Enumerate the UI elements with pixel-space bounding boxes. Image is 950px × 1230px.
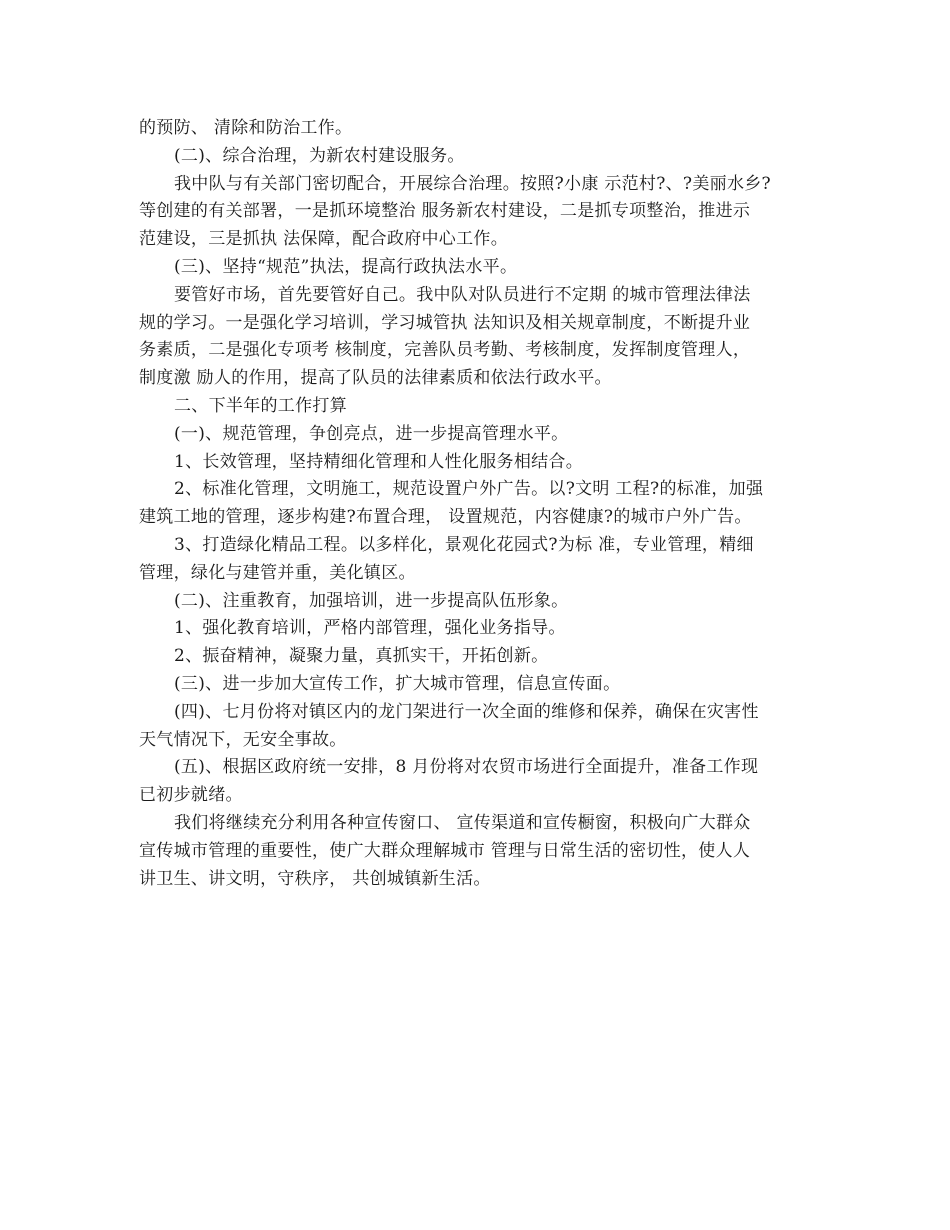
text-line: 我们将继续充分利用各种宣传窗口、 宣传渠道和宣传橱窗，积极向广大群众 — [174, 812, 751, 833]
text-line: 等创建的有关部署，一是抓环境整治 服务新农村建设，二是抓专项整治，推进示 — [139, 201, 751, 222]
text-line: (三)、坚持“规范”执法，提高行政执法水平。 — [174, 256, 518, 277]
text-line: (二)、综合治理，为新农村建设服务。 — [174, 145, 465, 166]
text-line: 1、强化教育培训，严格内部管理，强化业务指导。 — [174, 618, 566, 639]
text-line: 1、长效管理，坚持精细化管理和人性化服务相结合。 — [174, 451, 584, 472]
text-line: 2、振奋精神，凝聚力量，真抓实干，开拓创新。 — [174, 646, 549, 667]
text-line: (五)、根据区政府统一安排，8 月份将对农贸市场进行全面提升，准备工作现 — [174, 757, 759, 778]
text-line: 我中队与有关部门密切配合，开展综合治理。按照?小康 示范村?、?美丽水乡? — [174, 173, 771, 194]
text-line: (一)、规范管理，争创亮点，进一步提高管理水平。 — [174, 423, 569, 444]
text-line: 已初步就绪。 — [139, 785, 243, 806]
text-line: 范建设，三是抓执 法保障，配合政府中心工作。 — [139, 229, 509, 250]
text-line: 讲卫生、讲文明，守秩序， 共创城镇新生活。 — [139, 868, 491, 889]
text-line: 宣传城市管理的重要性，使广大群众理解城市 管理与日常生活的密切性，使人人 — [139, 840, 751, 861]
text-line: 务素质，二是强化专项考 核制度，完善队员考勤、考核制度，发挥制度管理人， — [139, 340, 751, 361]
text-line: 二、下半年的工作打算 — [174, 395, 347, 416]
document-body — [139, 115, 815, 893]
text-line: 要管好市场，首先要管好自己。我中队对队员进行不定期 的城市管理法律法 — [174, 284, 751, 305]
text-line: 制度激 励人的作用，提高了队员的法律素质和依法行政水平。 — [139, 368, 612, 389]
text-line: 建筑工地的管理，逐步构建?布置合理， 设置规范，内容健康?的城市户外广告。 — [139, 507, 752, 528]
text-line: 的预防、 清除和防治工作。 — [139, 118, 353, 138]
text-line: (三)、进一步加大宣传工作，扩大城市管理，信息宣传面。 — [174, 673, 621, 694]
text-line: 天气情况下，无安全事故。 — [139, 729, 347, 750]
text-line: 管理，绿化与建管并重，美化镇区。 — [139, 562, 416, 583]
text-line: 规的学习。一是强化学习培训，学习城管执 法知识及相关规章制度，不断提升业 — [139, 312, 751, 333]
text-line: (二)、注重教育，加强培训，进一步提高队伍形象。 — [174, 590, 569, 611]
text-line: (四)、七月份将对镇区内的龙门架进行一次全面的维修和保养，确保在灾害性 — [174, 701, 759, 722]
text-line: 3、打造绿化精品工程。以多样化，景观化花园式?为标 准，专业管理，精细 — [174, 534, 754, 555]
text-line: 2、标准化管理，文明施工，规范设置户外广告。以?文明 工程?的标准，加强 — [174, 479, 764, 500]
